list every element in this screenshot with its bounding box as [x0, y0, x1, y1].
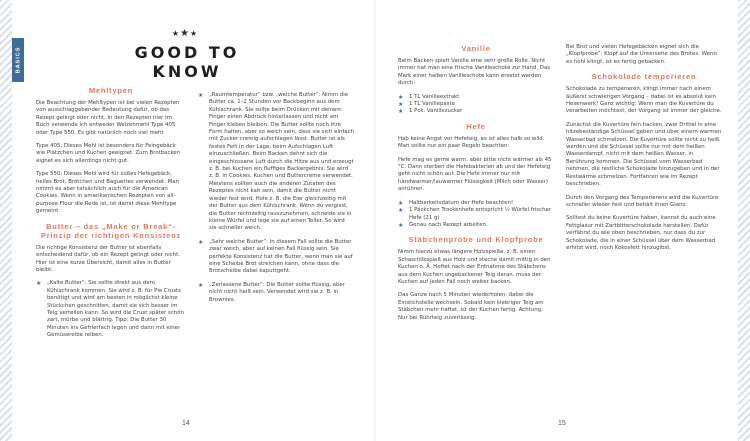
bullet-item	[198, 239, 354, 276]
paragraph: Die Beachtung der Mehltypen ist bei vielen Rezepten von ausschlaggebender Bedeutung dafür, ob das Rezept gelingt oder nicht. In den Rezepten hier im Buch verwende ich entweder Weizenmehl Type 405 oder Type 550. Es gibt natürlich noch viel mehr.	[36, 100, 180, 136]
page-number-left: 14	[182, 420, 190, 427]
list-item	[398, 200, 554, 207]
right-column-1	[398, 44, 554, 328]
heading-schokolade: Schokolade temperieren	[591, 72, 697, 82]
left-edge-stripe	[0, 0, 12, 441]
bullet-text: „Sehr weiche Butter“: In diesem Fall sollte die Butter zwar weich, aber auf keinen Fall flüssig sein. Sie perfekte Konsistenz hat die Butter, wenn man sie auf eine Scheibe Brot streichen kann, ohne dass die Brotscheibe dabei kaputtgeht.	[209, 238, 353, 275]
star-bullet-icon: ★	[398, 93, 404, 101]
star-icon: ★	[171, 29, 181, 38]
list-item-text: Haltbarkeitsdatum der Hefe beachten!	[409, 199, 514, 206]
heading-mehltypen: Mehltypen	[88, 86, 134, 95]
bullet-item	[198, 92, 354, 233]
star-bullet-icon: ★	[398, 108, 404, 116]
paragraph: Hab keine Angst vor Hefeteig, es ist alles halb so wild. Man sollte nur ein paar Regeln beachten:	[398, 135, 545, 150]
paragraph: Schokolade zu temperieren, klingt immer nach einem äußerst schwierigen Vorgang – dabei ist es absolut kein Hexenwerk! Ganz wichtig: Wenn man die Kuvertüre du verarbeiten möchtest, der Vorgang ist immer der gleiche.	[566, 86, 722, 115]
list-item	[398, 94, 554, 101]
bullet-item	[36, 280, 186, 339]
star-bullet-icon: ★	[198, 281, 204, 289]
paragraph: Zunächst die Kuvertüre fein hacken, zwei Drittel in eine hitzebeständige Schüssel geben und über einem warmen Wasserbad schmelzen. Die Kuvertüre sollte nicht zu heiß werden und die Schüssel sollte nur mit dem heißen Wasserdampf, nicht mit dem heißen Wasser, in Berührung kommen. Die Schüssel vom Wasserbad nehmen, die restliche Schokolade hinzugeben und in der Restwärme schmelzen. Fortfahren wie im Rezept beschrieben.	[566, 121, 722, 188]
paragraph: Type 550: Dieses Mehl wird für süßes Hefegebäck, helles Brot, Brötchen und Baguettes verwendet. Man nimmt es aber tatsächlich auch für die American Cookies. Wenn in amerikanischen Rezepten von all-purpose Flour die Rede ist, ist damit diese Mehltype gemeint.	[36, 171, 179, 215]
star-bullet-icon: ★	[36, 280, 42, 288]
list-item-text: Genau nach Rezept arbeiten.	[409, 221, 488, 228]
paragraph: Bei Brot und vielen Hefegebäcken eignet sich die „Klopfprobe“: Klopf auf die Unterseite des Brotes. Wenn es hohl klingt, ist es fertig gebacken.	[566, 44, 717, 65]
paragraph: Beim Backen spielt Vanille eine sehr große Rolle. Nicht immer hat man eine frische Vanilleschote zur Hand. Das Mark einer halben Vanilleschote kann ersetzt werden durch:	[398, 58, 551, 87]
page-number-right: 15	[558, 420, 566, 427]
bullet-item	[198, 282, 354, 304]
yeast-list	[398, 200, 554, 230]
vanilla-list	[398, 94, 554, 116]
star-bullet-icon: ★	[398, 221, 404, 229]
heading-vanille: Vanille	[461, 44, 491, 53]
list-item	[398, 207, 554, 222]
paragraph: Nimm hierzu etwas längere Holzspieße, z. B. einen Schaschlikspieß aus Holz und steche damit mittig in den Kuchen o. Ä. Hoftet nach der Entnahme des Stäbchens aus dem Kuchen ungebackener Teig daran, muss der Kuchen auf jeden Fall noch weiter backen.	[398, 249, 551, 285]
paragraph: Die richtige Konsistenz der Butter ist ebenfalls entscheidend dafür, ob ein Rezept gelingt oder nicht. Hier ist eine kurze Übersicht, damit alles in Butter bleibt.	[36, 244, 180, 273]
paragraph: Hefe mag es gerne warm, aber bitte nicht wärmer als 45 °C. Dann sterben die Hefebakterien ab und der Hefeteig geht nicht schön auf. Die Hefe immer nur mit handwarmer/lauwarmer Flüssigkeit (Milch oder Wasser) anrühren.	[398, 156, 552, 193]
list-item-text: 1 TL Vanillepaste	[409, 101, 455, 108]
star-bullet-icon: ★	[398, 199, 404, 207]
paragraph: Durch den Vorgang des Temperierens wird die Kuvertüre schneller wieder fest und behält ihren Glanz.	[566, 194, 719, 208]
paragraph: Das Ganze nach 5 Minuten wiederholen, dabei die Einstichstelle wechseln. Sobald kein klebriger Teig am Stäbchen mehr haftet, ist der Kuchen fertig. Achtung: Nur bei Rührteig zuverlässig.	[398, 292, 544, 321]
book-spine	[374, 0, 376, 441]
paragraph: Type 405: Dieses Mehl ist besonders für Feingebäck wie Plätzchen und Kuchen geeignet. Zum Brotbacken eignet es sich allerdings nicht gut.	[36, 143, 181, 164]
bullet-text: „Zerlassene Butter“: Die Butter sollte flüssig, aber nicht nicht heiß sein. Verwendet wird sie z. B. in Brownies.	[209, 281, 345, 303]
list-item-text: 1 Pck. Vanillezucker	[409, 108, 463, 115]
star-ornament	[170, 28, 200, 39]
bullet-text: „Kalte Butter“: Sie sollte direkt aus dem Kühlschrank kommen. Sie wird z. B. für Pie Crusts benötigt und wird am besten in möglichst kleine Stückchen geschnitten, damit sie sich besser im Teig verteilen kann. So wird die Crust später schön zart, mürbe und blättrig. Tipp: Die Butter 30 Minuten ins Gefrierfach legen und dann mit einer Gemüsereibe reiben.	[47, 280, 184, 339]
section-tab	[12, 38, 24, 82]
left-column-2	[198, 92, 354, 310]
bullet-text: „Raumtemperatur“ bzw. „weiche Butter“: Nimm die Butter ca. 1–2 Stunden vor Backbeginn aus dem Kühlschrank. Sie sollte beim Drücken mit deinem Finger einen Abdruck hinterlassen und nicht am Finger kleben bleiben. Die Butter sollte noch ihre Form halten, aber so weich sein, dass sie sich einfach mit Zucker cremig aufschlagen lässt. Butter ist als festes Fett in der Lage, beim Aufschlagen Luft einzuschließen. Beim Backen dehnt sich die eingeschlossene Luft durch die Hitze aus und erzeugt z. B. bei Kuchen ein fluffiges Backergebnis. Sie wird z. B. in Cookies, Kuchen und Buttercreme verwendet. Meistens sollten auch die anderen Zutaten des Rezeptes nicht kalt sein, damit die Butter nicht wieder fest wird. Hole z. B. die Eier gleichzeitig mit der Butter aus dem Kühlschrank. Wenn du vergisst, die Butter rechtzeitig rauszunehmen, schneide sie in kleine Würfel und lege sie auf einen Teller. So wird sie schneller weich.	[209, 92, 354, 232]
star-icon: ★	[180, 28, 190, 39]
right-edge-stripe	[738, 0, 750, 441]
list-item	[398, 108, 554, 115]
star-bullet-icon: ★	[398, 207, 404, 215]
heading-staebchenprobe: Stäbchenprobe und Klopfprobe	[408, 235, 544, 245]
right-column-2	[566, 44, 722, 258]
star-bullet-icon: ★	[198, 92, 204, 99]
left-column-1	[36, 86, 186, 346]
star-bullet-icon: ★	[398, 101, 404, 109]
heading-butter: Butter – das „Make or Break“-Prinzip der richtigen Konsistenz	[40, 221, 182, 240]
section-tab-label: BASICS	[15, 46, 21, 74]
list-item	[398, 101, 554, 108]
list-item-text: 1 TL Vanilleextrakt	[409, 93, 460, 100]
paragraph: Solltest du keine Kuvertüre haben, kannst du auch eine Fettglasur mit Zartbitterschokolade herstellen. Dafür verfährst du wie oben beschrieben, nur dass du zur Schokolade, die in einer Schüssel über dem Wasserbad erhitzt wird, noch Kokosfett hinzugibst.	[566, 215, 716, 251]
list-item-text: 1 Päckchen Trockenhefe entspricht ½ Würfel frischer Hefe (21 g)	[409, 207, 552, 221]
list-item	[398, 222, 554, 229]
star-bullet-icon: ★	[198, 238, 204, 246]
page-title: GOOD TO KNOW	[134, 43, 240, 81]
star-icon: ★	[189, 29, 199, 38]
heading-hefe: Hefe	[466, 121, 486, 131]
